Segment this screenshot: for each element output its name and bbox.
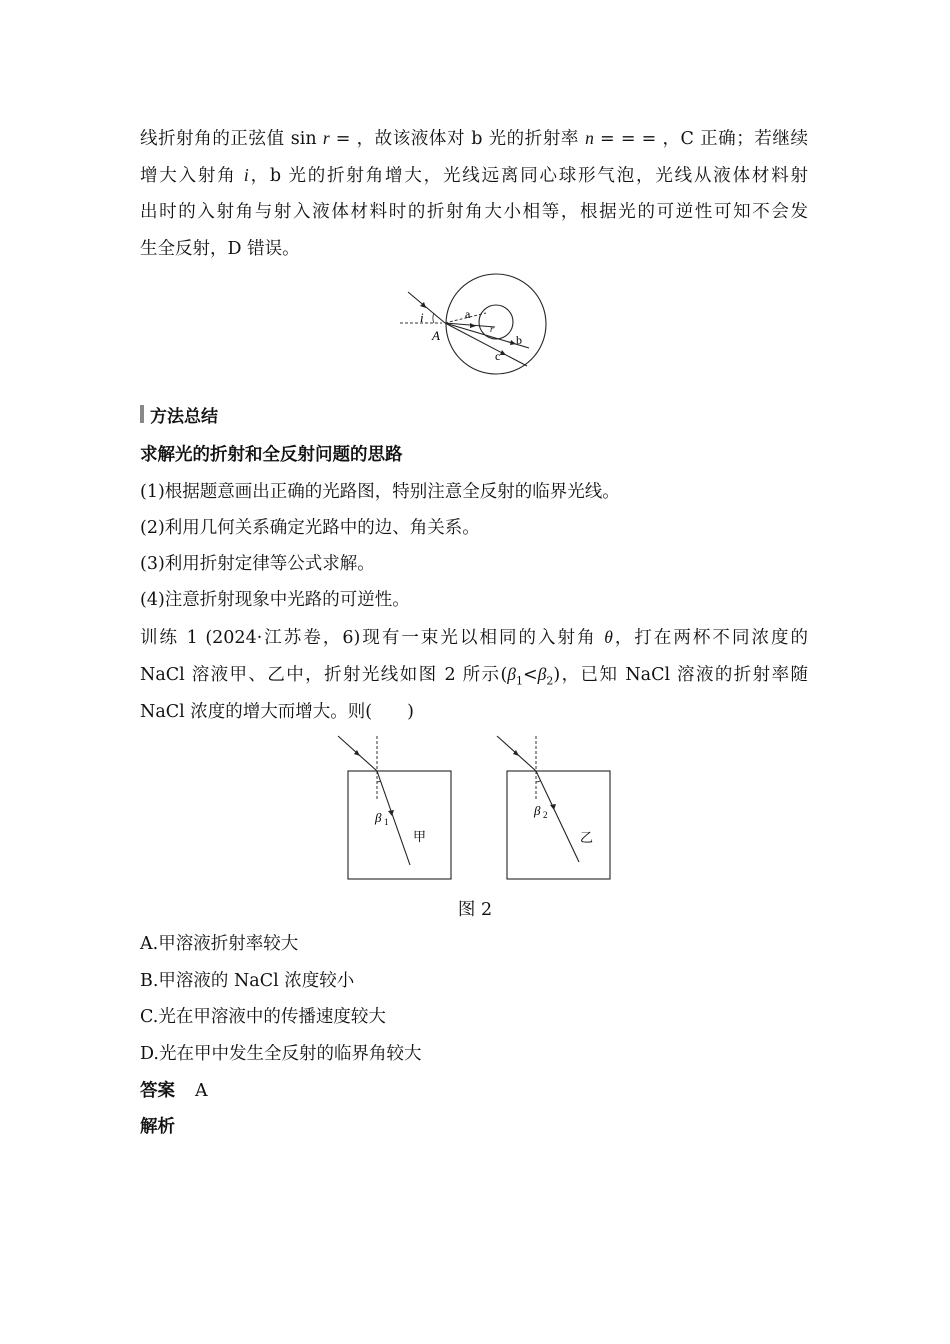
answer-value: A bbox=[195, 1081, 208, 1101]
method-step-1: (1)根据题意画出正确的光路图，特别注意全反射的临界光线。 bbox=[140, 482, 620, 502]
method-step-3: (3)利用折射定律等公式求解。 bbox=[140, 554, 375, 574]
figure2-beta-right: β bbox=[534, 803, 541, 818]
figure1-label-b: b bbox=[516, 333, 522, 347]
problem-line-2: NaCl 溶液甲、乙中，折射光线如图 2 所示$(\beta_1<\beta_2)$，已知 NaCl 溶液的折射率随 bbox=[140, 664, 809, 688]
figure1-label-c: c bbox=[495, 349, 501, 363]
answer-line bbox=[140, 1079, 208, 1103]
answer-label: 答案 bbox=[140, 1081, 175, 1101]
paragraph-line-1: 线折射角的正弦值 sin r = ，故该液体对 b 光的折射率 n = = = ，C 正确；若继续 bbox=[140, 128, 808, 149]
problem-line-1: 训练 1 (2024·江苏卷，6)现有一束光以相同的入射角 θ，打在两杯不同浓度的 bbox=[140, 627, 808, 648]
problem-line-3: NaCl 浓度的增大而增大。则( ) bbox=[140, 702, 414, 722]
section-marker bbox=[140, 405, 144, 423]
option-d: D.光在甲中发生全反射的临界角较大 bbox=[140, 1044, 422, 1064]
figure1-label-a: a bbox=[465, 307, 471, 321]
paragraph-line-2: 增大入射角 i，b 光的折射角增大，光线远离同心球形气泡，光线从液体材料射 bbox=[140, 165, 809, 186]
method-heading: 求解光的折射和全反射问题的思路 bbox=[140, 445, 403, 465]
figure1-label-A: A bbox=[432, 328, 440, 343]
figure1-label-r: r bbox=[490, 324, 494, 334]
figure1-label-i: i bbox=[420, 310, 424, 325]
figure-concentric-bubble bbox=[398, 270, 553, 380]
paragraph-line-3: 出时的入射角与射入液体材料时的折射角大小相等，根据光的可逆性可知不会发 bbox=[140, 202, 808, 222]
figure2-right-label: 乙 bbox=[580, 830, 594, 845]
figure2-beta-left: β bbox=[375, 810, 382, 825]
method-step-4: (4)注意折射现象中光路的可逆性。 bbox=[140, 590, 410, 610]
section-title: 方法总结 bbox=[150, 407, 218, 427]
figure2-beta-right-sub: 2 bbox=[543, 810, 548, 820]
figure-caption: 图 2 bbox=[457, 900, 493, 920]
paragraph-line-4: 生全反射，D 错误。 bbox=[140, 239, 300, 259]
figure-two-beakers bbox=[330, 730, 620, 885]
figure2-left-label: 甲 bbox=[413, 829, 427, 844]
figure2-beta-left-sub: 1 bbox=[384, 817, 389, 827]
method-step-2: (2)利用几何关系确定光路中的边、角关系。 bbox=[140, 518, 480, 538]
option-a: A.甲溶液折射率较大 bbox=[140, 934, 299, 954]
option-c: C.光在甲溶液中的传播速度较大 bbox=[140, 1007, 386, 1027]
option-b: B.甲溶液的 NaCl 浓度较小 bbox=[140, 971, 355, 991]
analysis-label: 解析 bbox=[140, 1117, 175, 1137]
